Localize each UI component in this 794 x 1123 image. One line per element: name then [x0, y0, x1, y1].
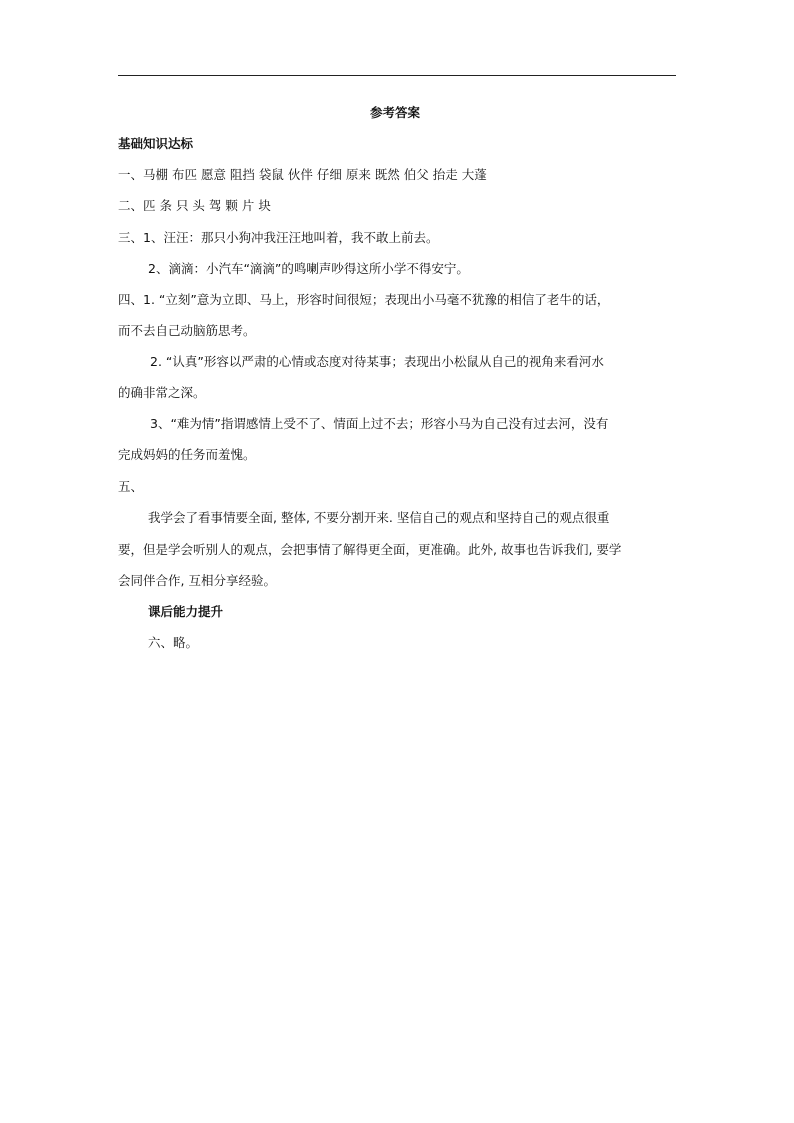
answer-5-line3: 会同伴合作, 互相分享经验。 — [118, 573, 276, 588]
answer-4-2-line1: 2. “认真”形容以严肃的心情或态度对待某事；表现出小松鼠从自己的视角来看河水 — [150, 354, 604, 369]
answer-3-1: 三、1、汪汪：那只小狗冲我汪汪地叫着，我不敢上前去。 — [118, 230, 439, 245]
answer-5-line1: 我学会了看事情要全面, 整体, 不要分割开来. 坚信自己的观点和坚持自己的观点很重 — [148, 510, 610, 525]
document-title: 参考答案 — [370, 105, 421, 120]
section-heading-basic: 基础知识达标 — [118, 136, 194, 151]
answer-4-3-line1: 3、“难为情”指谓感情上受不了、情面上过不去；形容小马为自己没有过去河，没有 — [150, 416, 609, 431]
answer-4-1-line1: 四、1. “立刻”意为立即、马上，形容时间很短；表现出小马毫不犹豫的相信了老牛的话， — [118, 292, 610, 307]
answer-5-line2: 要，但是学会听别人的观点，会把事情了解得更全面，更准确。此外, 故事也告诉我们, 要学 — [118, 542, 622, 557]
answer-6: 六、略。 — [148, 635, 199, 650]
answer-4-1-line2: 而不去自己动脑筋思考。 — [118, 323, 256, 338]
answer-4-3-line2: 完成妈妈的任务而羞愧。 — [118, 447, 256, 462]
answer-4-2-line2: 的确非常之深。 — [118, 385, 206, 400]
answer-5-label: 五、 — [118, 479, 144, 494]
answer-1: 一、马棚 布匹 愿意 阻挡 袋鼠 伙伴 仔细 原来 既然 伯父 抬走 大蓬 — [118, 167, 487, 182]
answer-2: 二、匹 条 只 头 驾 颗 片 块 — [118, 198, 271, 213]
header-rule — [118, 75, 676, 76]
section-heading-improve: 课后能力提升 — [148, 604, 224, 619]
answer-3-2: 2、滴滴：小汽车“滴滴”的鸣喇声吵得这所小学不得安宁。 — [148, 261, 469, 276]
